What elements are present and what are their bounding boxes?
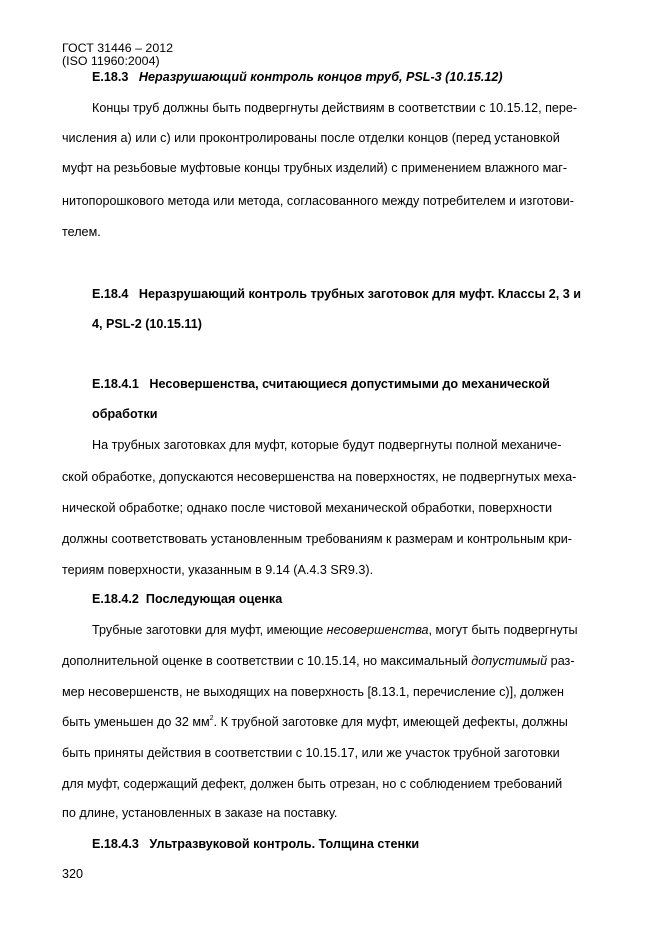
standard-designation: ГОСТ 31446 – 2012 <box>62 41 173 55</box>
section-number: Е.18.4.1 <box>92 377 139 391</box>
section-title: Неразрушающий контроль трубных заготовок для муфт. Классы 2, 3 и <box>138 287 582 301</box>
section-title: Ультразвуковой контроль. Толщина стенки <box>149 837 420 851</box>
paragraph-line: по длине, установленных в заказе на поставку. <box>62 806 338 820</box>
section-title: Несовершенства, считающиеся допустимыми до механической <box>149 377 550 391</box>
paragraph-line: числения а) или с) или проконтролированы после отделки концов (перед установкой <box>62 131 560 145</box>
paragraph-line: должны соответствовать установленным требованиям к размерам и контрольным кри- <box>62 532 572 546</box>
paragraph-line: ской обработке, допускаются несовершенства на поверхностях, не подвергнутых меха- <box>62 470 577 484</box>
section-number: Е.18.3 <box>92 70 129 84</box>
text-run: быть уменьшен до 32 мм <box>62 715 210 729</box>
paragraph-line: муфт на резьбовые муфтовые концы трубных изделий) с применением влажного маг- <box>62 161 568 175</box>
italic-term: несовершенства <box>326 623 429 637</box>
text-run: раз- <box>547 654 575 668</box>
paragraph-line <box>92 623 578 637</box>
section-heading-e18-4-2 <box>92 592 282 606</box>
section-heading-e18-4 <box>92 287 581 301</box>
paragraph-line: нитопорошкового метода или метода, согласованного между потребителем и изготови- <box>62 194 574 208</box>
section-number: Е.18.4.2 <box>92 592 139 606</box>
text-run: дополнительной оценке в соответствии с 10.15.14, но максимальный <box>62 654 472 668</box>
section-number: Е.18.4 <box>92 287 129 301</box>
section-title: Последующая оценка <box>145 592 283 606</box>
section-title: Неразрушающий контроль концов труб, PSL-3 (10.15.12) <box>138 70 503 84</box>
paragraph-line: быть приняты действия в соответствии с 10.15.17, или же участок трубной заготовки <box>62 746 560 760</box>
text-run: Трубные заготовки для муфт, имеющие <box>92 623 327 637</box>
section-heading-e18-4-3 <box>92 837 419 851</box>
section-heading-e18-3 <box>92 70 503 84</box>
paragraph-line <box>62 715 568 729</box>
superscript: 2 <box>209 715 214 722</box>
paragraph-line <box>62 654 575 668</box>
paragraph-line: мер несовершенств, не выходящих на поверхность [8.13.1, перечисление с)], должен <box>62 685 564 699</box>
section-title-continued: 4, PSL-2 (10.15.11) <box>92 317 202 331</box>
iso-reference: (ISO 11960:2004) <box>62 54 160 68</box>
page-number: 320 <box>62 867 84 881</box>
italic-term: допустимый <box>471 654 548 668</box>
paragraph-line: телем. <box>62 225 101 239</box>
paragraph-line: териям поверхности, указанным в 9.14 (А.4.3 SR9.3). <box>62 563 374 577</box>
paragraph-line: нической обработке; однако после чистовой механической обработки, поверхности <box>62 501 553 515</box>
text-run: , могут быть подвергнуты <box>428 623 578 637</box>
section-number: Е.18.4.3 <box>92 837 139 851</box>
section-title-continued: обработки <box>92 407 158 421</box>
text-run: . К трубной заготовке для муфт, имеющей дефекты, должны <box>213 715 568 729</box>
section-heading-e18-4-1 <box>92 377 550 391</box>
paragraph-line: для муфт, содержащий дефект, должен быть отрезан, но с соблюдением требований <box>62 777 563 791</box>
paragraph-line: Концы труб должны быть подвергнуты действиям в соответствии с 10.15.12, пере- <box>92 101 578 115</box>
paragraph-line: На трубных заготовках для муфт, которые будут подвергнуты полной механиче- <box>92 438 562 452</box>
